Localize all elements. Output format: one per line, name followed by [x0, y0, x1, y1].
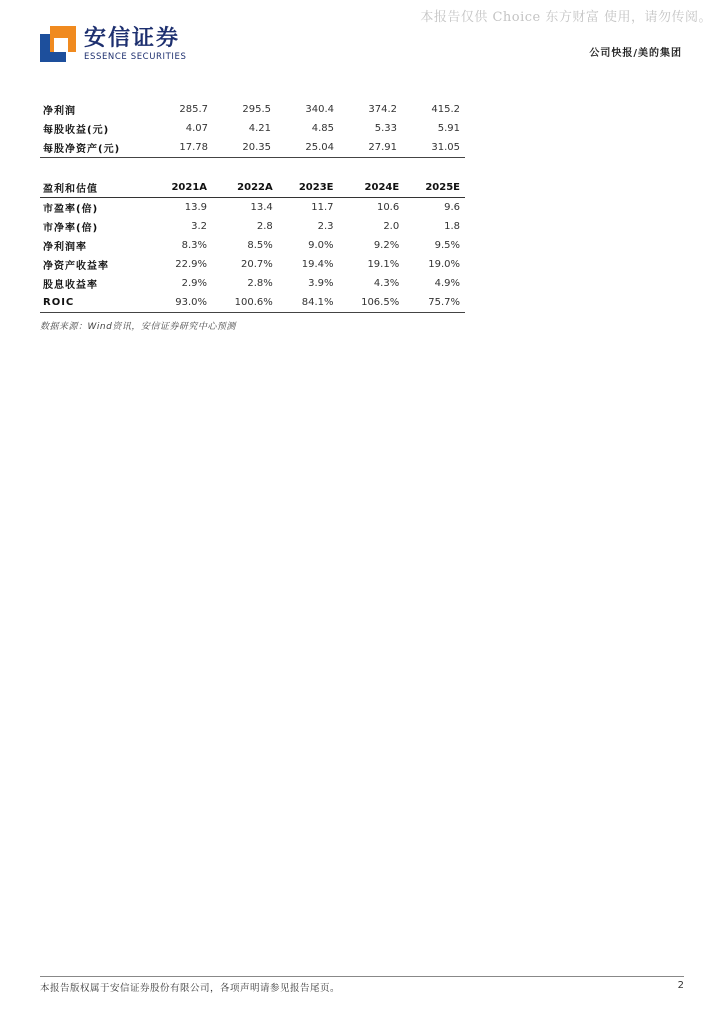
table-cell: 3.2 — [191, 221, 208, 232]
table-cell: 9.5% — [434, 240, 460, 251]
table-cell: 20.35 — [213, 138, 276, 158]
table-cell: 2.9% — [181, 278, 208, 289]
table-cell: 19.0% — [428, 259, 460, 270]
table-cell: 31.05 — [402, 138, 465, 158]
column-header: 2022A — [212, 178, 278, 198]
table-cell: 3.9% — [308, 278, 334, 289]
row-label: ROIC — [40, 293, 150, 313]
table-row — [40, 293, 465, 313]
table-cell: 11.7 — [311, 202, 334, 213]
table-row — [40, 100, 465, 119]
table-cell: 4.21 — [248, 123, 271, 134]
row-label: 市盈率(倍) — [43, 204, 99, 215]
company-logo — [40, 26, 187, 63]
table-cell: 4.9% — [434, 278, 460, 289]
table-row — [40, 138, 465, 158]
table-cell: 13.9 — [184, 202, 208, 213]
table-cell: 13.4 — [250, 202, 273, 213]
table-cell: 2.3 — [317, 221, 334, 232]
table-cell: 9.6 — [444, 202, 460, 213]
table-row — [40, 255, 465, 274]
column-header: 2024E — [339, 178, 405, 198]
table-cell: 100.6% — [212, 293, 278, 313]
row-label: 每股净资产(元) — [40, 138, 150, 158]
table-cell: 295.5 — [242, 104, 271, 115]
table-cell: 9.2% — [373, 240, 400, 251]
table-cell: 84.1% — [278, 293, 339, 313]
table-cell: 20.7% — [240, 259, 273, 270]
table-row — [40, 236, 465, 255]
logo-name-cn: 安信证券 — [84, 26, 181, 51]
data-source-note: 数据来源：Wind资讯，安信证券研究中心预测 — [40, 322, 236, 332]
table-cell: 5.91 — [437, 123, 460, 134]
table-cell: 8.5% — [247, 240, 273, 251]
table-title: 盈利和估值 — [40, 178, 150, 198]
table-cell: 374.2 — [368, 104, 397, 115]
row-label: 每股收益(元) — [43, 125, 110, 136]
table-cell: 4.85 — [311, 123, 334, 134]
row-label: 净利润率 — [43, 242, 87, 253]
table-cell: 19.1% — [367, 259, 400, 270]
financial-summary-table — [40, 100, 465, 158]
table-cell: 10.6 — [376, 202, 400, 213]
table-cell: 4.3% — [373, 278, 400, 289]
column-header: 2021A — [150, 178, 212, 198]
row-label: 市净率(倍) — [43, 223, 99, 234]
table-cell: 22.9% — [175, 259, 208, 270]
valuation-table — [40, 178, 465, 313]
table-cell: 17.78 — [150, 138, 213, 158]
row-label: 股息收益率 — [43, 280, 98, 291]
table-row — [40, 274, 465, 293]
row-label: 净利润 — [43, 106, 76, 117]
table-row — [40, 217, 465, 236]
table-cell: 5.33 — [374, 123, 397, 134]
table-cell: 340.4 — [305, 104, 334, 115]
table-cell: 4.07 — [185, 123, 208, 134]
table-cell: 9.0% — [308, 240, 334, 251]
footer-divider — [40, 976, 684, 977]
table-cell: 415.2 — [431, 104, 460, 115]
column-header: 2023E — [278, 178, 339, 198]
table-header-row — [40, 178, 465, 198]
table-cell: 2.8 — [256, 221, 273, 232]
logo-name-en: ESSENCE SECURITIES — [84, 52, 187, 62]
row-label: 净资产收益率 — [43, 261, 109, 272]
table-cell: 285.7 — [179, 104, 208, 115]
table-row — [40, 119, 465, 138]
table-cell: 25.04 — [276, 138, 339, 158]
table-cell: 1.8 — [444, 221, 460, 232]
table-cell: 2.8% — [247, 278, 273, 289]
watermark: 本报告仅供 Choice 东方财富 使用，请勿传阅。 — [420, 10, 712, 25]
table-cell: 75.7% — [404, 293, 465, 313]
table-cell: 106.5% — [339, 293, 405, 313]
logo-mark-icon — [40, 26, 76, 62]
report-category: 公司快报/美的集团 — [589, 48, 682, 59]
table-cell: 2.0 — [383, 221, 400, 232]
table-cell: 19.4% — [301, 259, 334, 270]
table-cell: 27.91 — [339, 138, 402, 158]
footer-disclaimer: 本报告版权属于安信证券股份有限公司，各项声明请参见报告尾页。 — [40, 983, 341, 994]
page-number: 2 — [677, 980, 684, 991]
table-cell: 8.3% — [181, 240, 208, 251]
table-row — [40, 198, 465, 218]
table-cell: 93.0% — [150, 293, 212, 313]
column-header: 2025E — [404, 178, 465, 198]
